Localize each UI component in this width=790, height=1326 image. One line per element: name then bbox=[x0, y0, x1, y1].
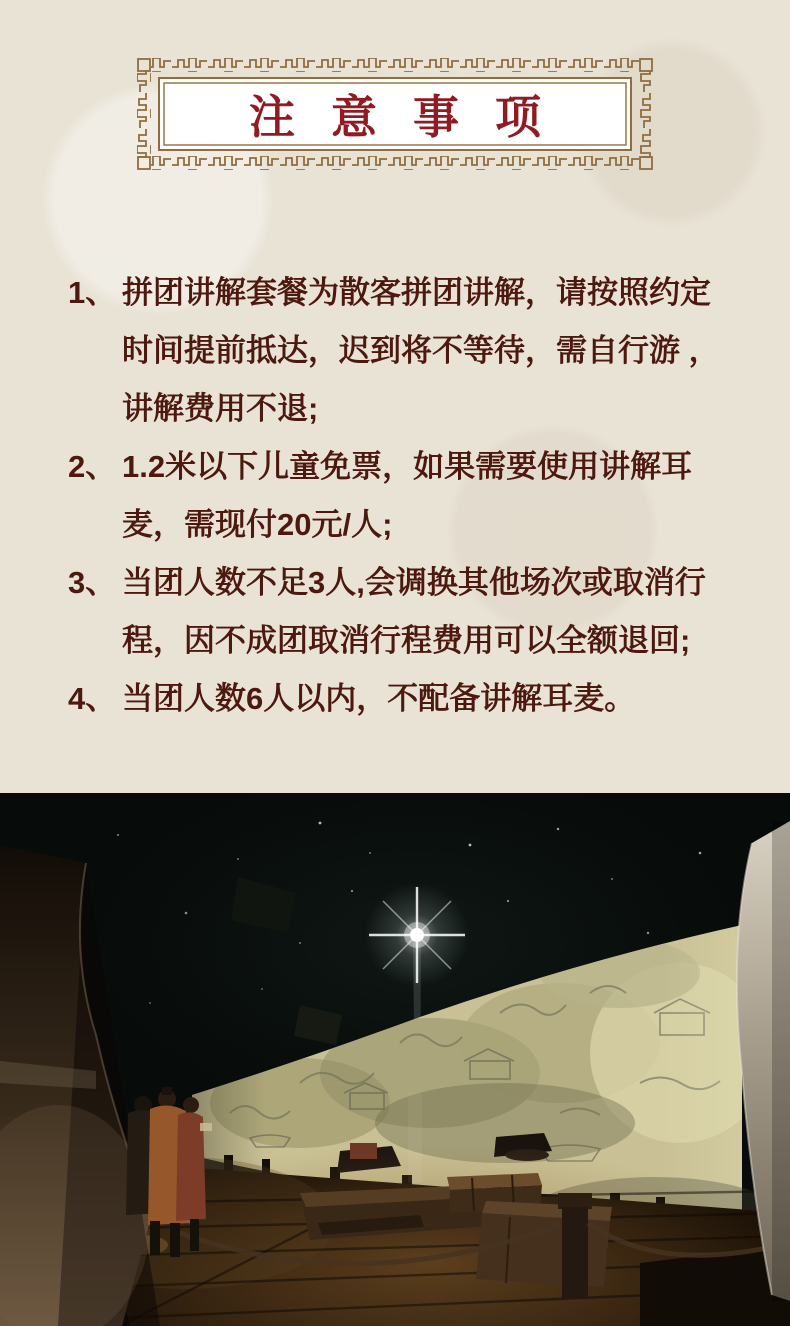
item-text-line: 当团人数6人以内，不配备讲解耳麦。 bbox=[122, 681, 636, 716]
item-text-line: 拼团讲解套餐为散客拼团讲解，请按照约定 bbox=[122, 275, 711, 310]
item-number: 1、 bbox=[68, 275, 117, 310]
item-text-line: 当团人数不足3人,会调换其他场次或取消行 bbox=[122, 565, 706, 600]
list-item bbox=[68, 438, 748, 554]
item-text-line: 讲解费用不退; bbox=[122, 391, 319, 426]
item-text-line: 程，因不成团取消行程费用可以全额退回; bbox=[122, 623, 691, 658]
notice-list bbox=[68, 264, 748, 728]
list-item bbox=[68, 670, 748, 728]
list-item bbox=[68, 554, 748, 670]
title-frame bbox=[135, 56, 655, 172]
exhibit-photo-illustration bbox=[0, 793, 790, 1326]
item-number: 4、 bbox=[68, 681, 117, 716]
exhibit-photo bbox=[0, 793, 790, 1326]
item-text-line: 1.2米以下儿童免票，如果需要使用讲解耳 bbox=[122, 449, 693, 484]
item-number: 2、 bbox=[68, 449, 117, 484]
item-text-line: 麦，需现付20元/人; bbox=[122, 507, 393, 542]
page-title: 注意事项 bbox=[249, 92, 577, 143]
list-item bbox=[68, 264, 748, 438]
item-number: 3、 bbox=[68, 565, 117, 600]
item-text-line: 时间提前抵达，迟到将不等待，需自行游 ， bbox=[122, 333, 720, 368]
